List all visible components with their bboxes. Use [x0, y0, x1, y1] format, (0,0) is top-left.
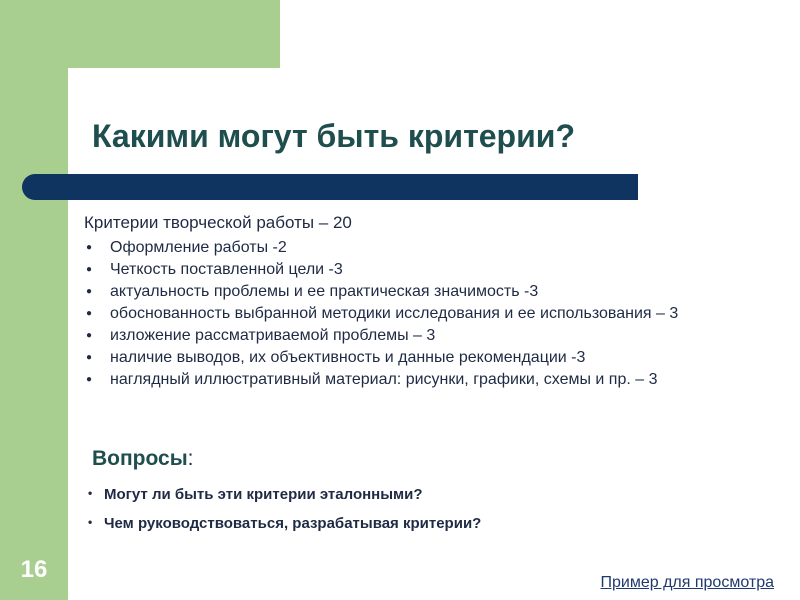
bullet-icon: ● [86, 286, 93, 297]
questions-list [88, 486, 481, 544]
criteria-item: ● изложение рассматриваемой проблемы – 3 [86, 327, 436, 344]
bullet-icon: ● [86, 374, 93, 385]
title-divider-bar [22, 174, 638, 200]
slide-title: Какими могут быть критерии? [92, 118, 575, 154]
bullet-icon: ● [86, 330, 93, 341]
criteria-list [84, 239, 774, 389]
top-green-block [0, 0, 280, 68]
criteria-item: ● Четкость поставленной цели -3 [86, 261, 343, 278]
slide-number: 16 [20, 556, 48, 583]
criteria-lead: Критерии творческой работы – 20 [84, 213, 352, 232]
bullet-icon: • [88, 486, 93, 500]
criteria-item: ● обоснованность выбранной методики исследования и ее использования – 3 [86, 305, 679, 322]
criteria-section [84, 213, 774, 393]
criteria-item: ● актуальность проблемы и ее практическая значимость -3 [86, 283, 539, 300]
question-item: • Чем руководствоваться, разрабатывая критерии? [88, 515, 482, 532]
left-green-stripe [0, 0, 68, 600]
criteria-item: ● наглядный иллюстративный материал: рисунки, графики, схемы и пр. – 3 [86, 371, 658, 388]
question-item: • Могут ли быть эти критерии эталонными? [88, 486, 423, 503]
questions-heading: Вопросы: [92, 447, 194, 470]
criteria-item: ● наличие выводов, их объективность и данные рекомендации -3 [86, 349, 586, 366]
bullet-icon: ● [86, 352, 93, 363]
bullet-icon: ● [86, 264, 93, 275]
criteria-item: ● Оформление работы -2 [86, 239, 287, 256]
bullet-icon: ● [86, 242, 93, 253]
bullet-icon: • [88, 515, 93, 529]
bullet-icon: ● [86, 308, 93, 319]
preview-link[interactable]: Пример для просмотра [600, 574, 774, 591]
